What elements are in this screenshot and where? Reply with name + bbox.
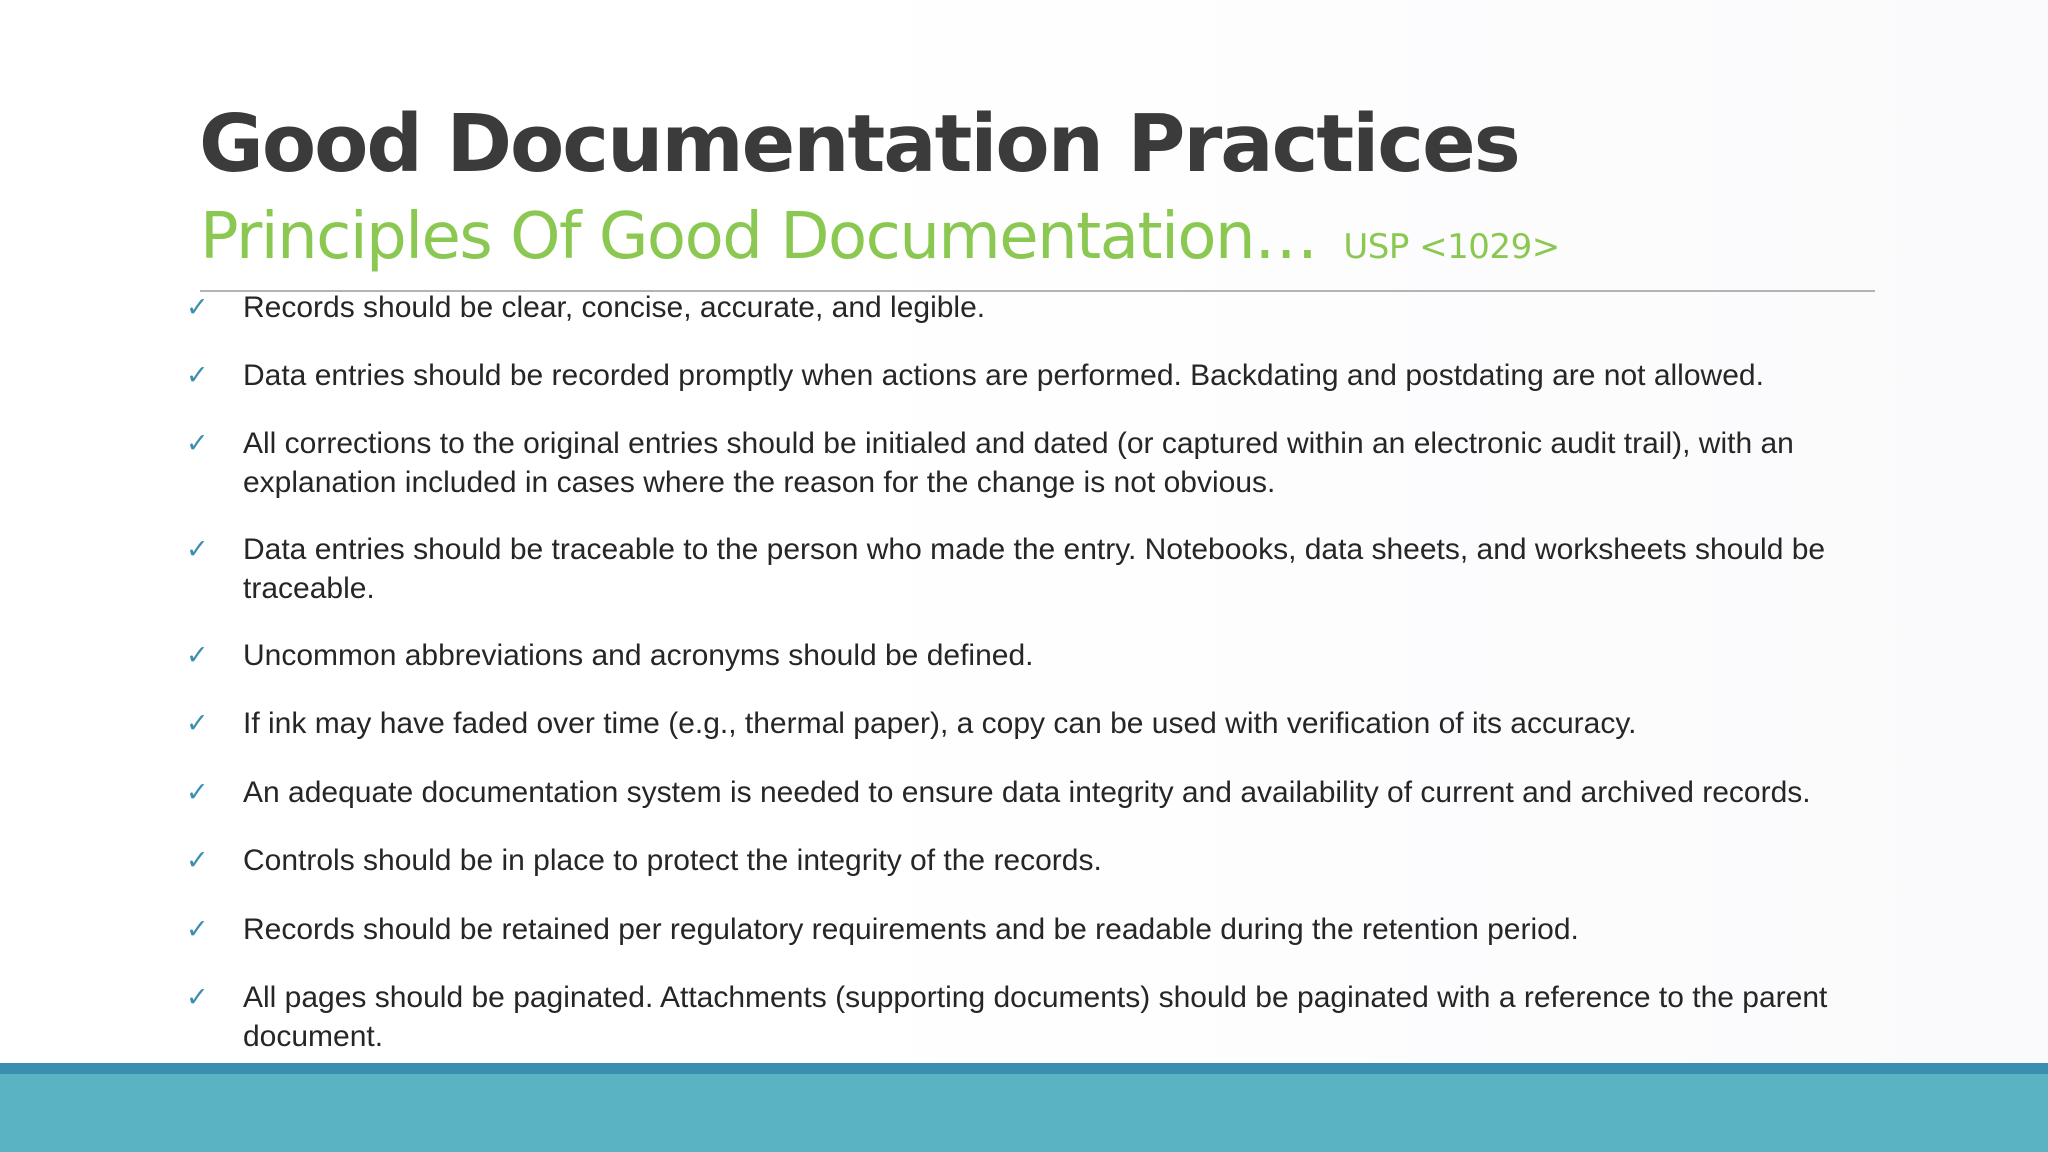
bullet-text: Records should be retained per regulatory requirements and be readable during the retention period. [243, 913, 1579, 946]
bullet-text: If ink may have faded over time (e.g., thermal paper), a copy can be used with verification of its accuracy. [243, 707, 1637, 740]
bullet-text: All pages should be paginated. Attachments (supporting documents) should be paginated with a reference to the parent document. [243, 981, 1828, 1053]
subtitle-text: Principles Of Good Documentation… [200, 200, 1317, 274]
checkmark-icon: ✓ [186, 982, 209, 1013]
checkmark-icon: ✓ [186, 914, 209, 945]
bullet-text: Controls should be in place to protect the integrity of the records. [243, 844, 1102, 877]
checkmark-icon: ✓ [186, 708, 209, 739]
checkmark-icon: ✓ [186, 777, 209, 808]
bullet-text: All corrections to the original entries should be initialed and dated (or captured within an electronic audit trail), with an explanation included in cases where the reason for the change is not obvious. [243, 427, 1794, 499]
checkmark-icon: ✓ [186, 845, 209, 876]
slide-title: Good Documentation Practices [199, 98, 1519, 190]
slide-subtitle [200, 200, 1560, 274]
checkmark-icon: ✓ [186, 428, 209, 459]
bullet-text: Uncommon abbreviations and acronyms should be defined. [243, 639, 1034, 672]
bullet-text: Records should be clear, concise, accurate, and legible. [243, 291, 986, 324]
checkmark-icon: ✓ [186, 640, 209, 671]
bullet-text: An adequate documentation system is needed to ensure data integrity and availability of current and archived records. [243, 776, 1811, 809]
footer-band [0, 1074, 2048, 1152]
checkmark-icon: ✓ [186, 360, 209, 391]
checkmark-icon: ✓ [186, 292, 209, 323]
footer-accent-line [0, 1063, 2048, 1074]
checkmark-icon: ✓ [186, 534, 209, 565]
bullet-text: Data entries should be recorded promptly when actions are performed. Backdating and postdating are not allowed. [243, 359, 1764, 392]
subtitle-reference: USP <1029> [1343, 227, 1560, 267]
bullet-text: Data entries should be traceable to the person who made the entry. Notebooks, data sheets, and worksheets should be traceable. [243, 533, 1826, 605]
